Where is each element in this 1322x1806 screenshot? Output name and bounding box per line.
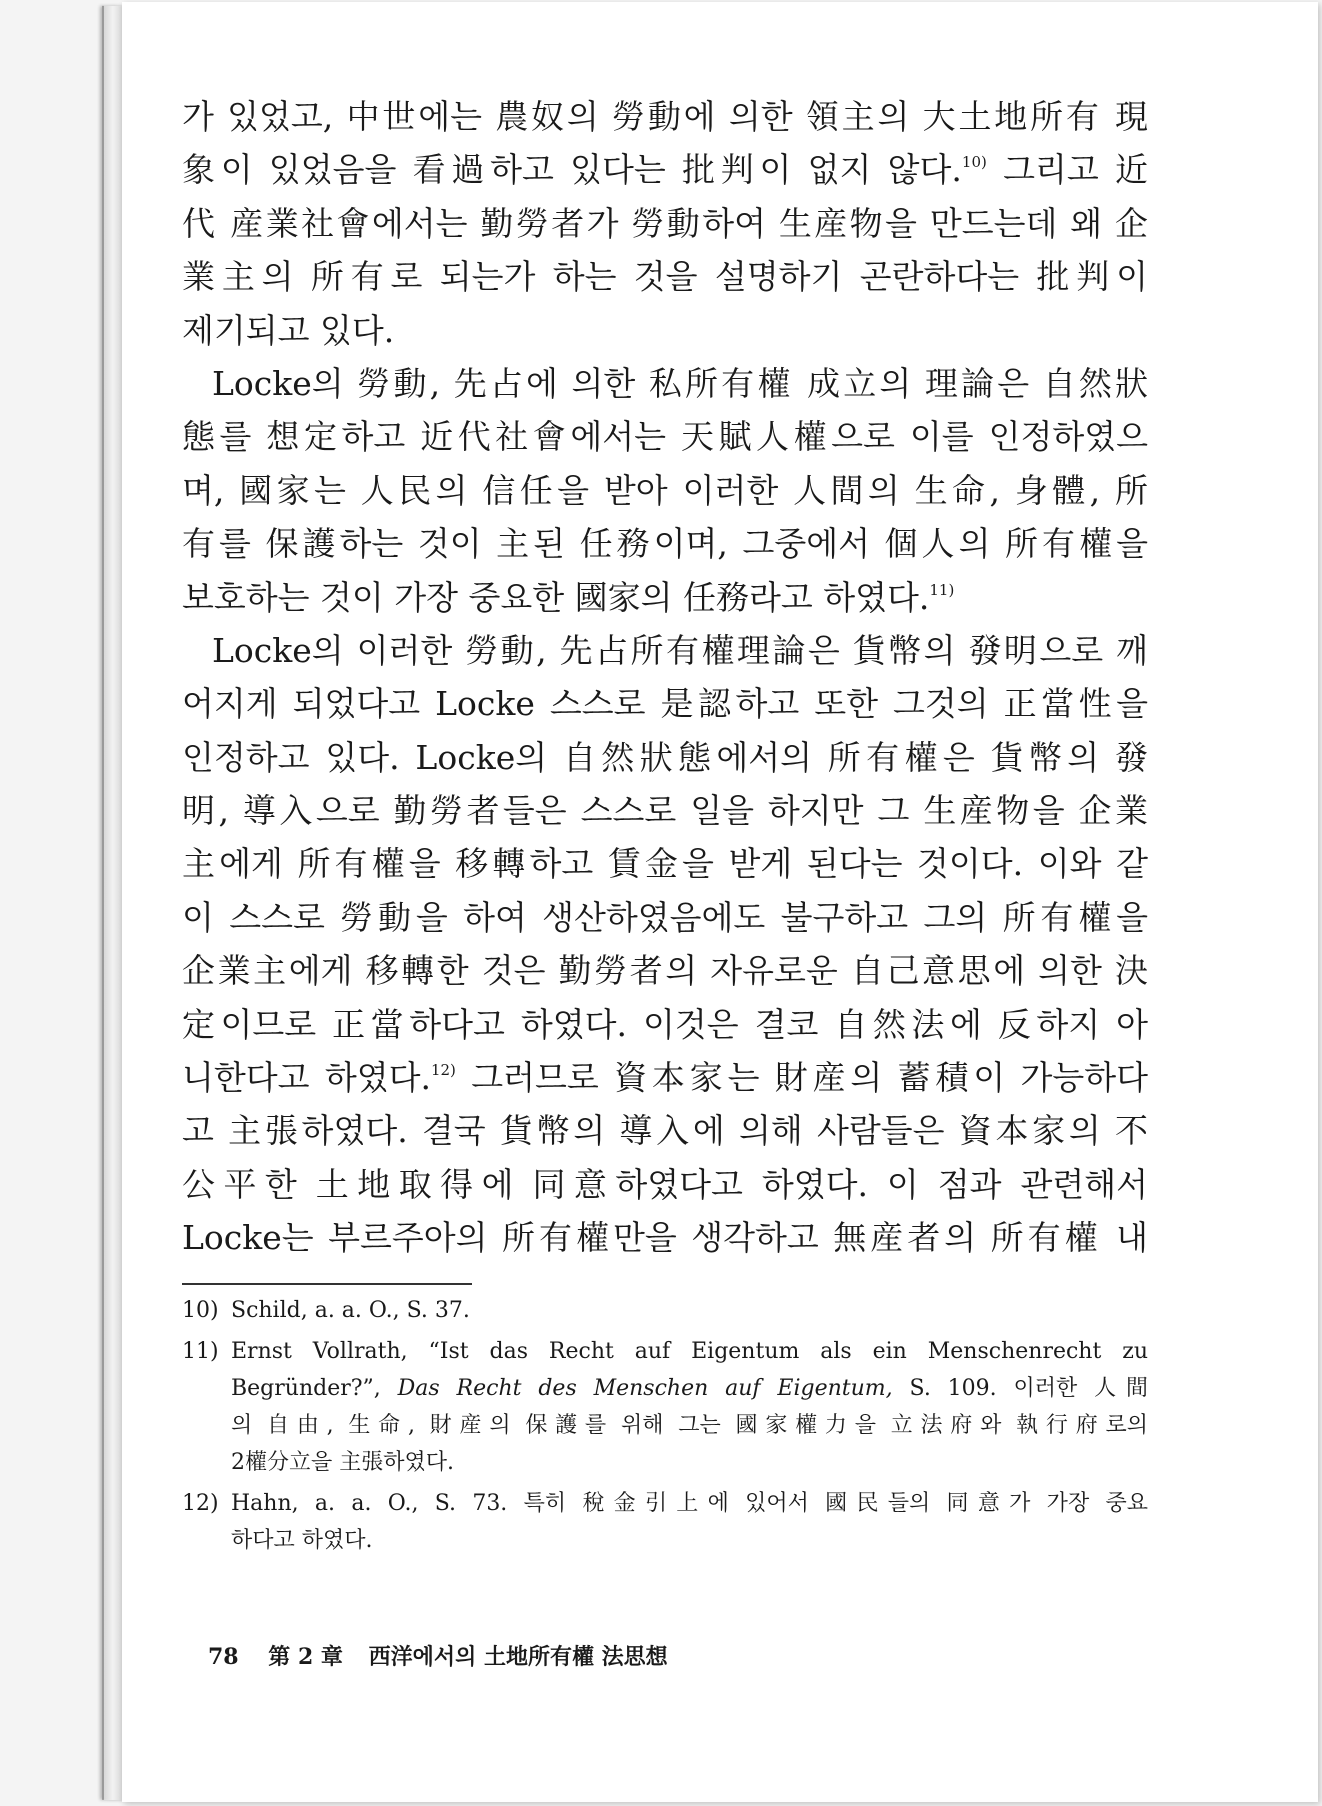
body-line: 어지게 되었다고 Locke 스스로 是認하고 또한 그것의 正當性을 [182, 684, 1148, 724]
body-line: 고 主張하였다. 결국 貨幣의 導入에 의해 사람들은 資本家의 不 [182, 1111, 1148, 1151]
page-footer [208, 1640, 668, 1671]
body-line: 象이 있었음을 看過하고 있다는 批判이 없지 않다.$^{10)}$ 그리고 近 [182, 150, 1148, 190]
body-line: 인정하고 있다. Locke의 自然狀態에서의 所有權은 貨幣의 發 [182, 737, 1148, 777]
cited-book-title: Das Recht des Menschen auf Eigentum, [397, 1376, 893, 1401]
body-line: 業主의 所有로 되는가 하는 것을 설명하기 곤란하다는 批判이 [182, 257, 1148, 297]
footnote-ref-10[interactable]: 10) [961, 153, 987, 172]
chapter-title: 西洋에서의 土地所有權 法思想 [368, 1644, 668, 1670]
body-line: 企業主에게 移轉한 것은 勤勞者의 자유로운 自己意思에 의한 決 [182, 951, 1148, 991]
footnote-line: Hahn, a. a. O., S. 73. 특히 稅金引上에 있어서 國民들의 同意가 가장 중요 [231, 1491, 1148, 1516]
footnote-line: Ernst Vollrath, “Ist das Recht auf Eigentum als ein Menschenrecht zu [231, 1339, 1148, 1364]
body-line: Locke의 이러한 勞動, 先占所有權理論은 貨幣의 發明으로 깨 [212, 630, 1148, 670]
body-line: 定이므로 正當하다고 하였다. 이것은 결코 自然法에 反하지 아 [182, 1004, 1148, 1044]
footnote-line: Schild, a. a. O., S. 37. [231, 1298, 470, 1323]
body-line: 제기되고 있다. [182, 310, 395, 350]
body-text [182, 90, 1148, 1265]
footnote-line: 의 自由, 生命, 財産의 保護를 위해 그는 國家權力을 立法府와 執行府로의 [231, 1413, 1148, 1438]
chapter-label: 第 2 章 [268, 1644, 343, 1670]
body-line: Locke의 勞動, 先占에 의한 私所有權 成立의 理論은 自然狀 [212, 363, 1148, 403]
footnote-line: Begründer?”, Das Recht des Menschen auf Eigentum, S. 109. 이러한 人間 [231, 1376, 1148, 1401]
footnote-11 [182, 1333, 1148, 1481]
page-number: 78 [208, 1644, 239, 1670]
footnote-divider [182, 1283, 472, 1285]
footnote-ref-12[interactable]: 12) [430, 1061, 456, 1080]
body-line: 主에게 所有權을 移轉하고 賃金을 받게 된다는 것이다. 이와 같 [182, 844, 1148, 884]
body-line: 有를 保護하는 것이 主된 任務이며, 그중에서 個人의 所有權을 [182, 524, 1148, 564]
body-line: 이 스스로 勞動을 하여 생산하였음에도 불구하고 그의 所有權을 [182, 897, 1148, 937]
footnote-ref-11[interactable]: 11) [929, 580, 955, 599]
footnote-10 [182, 1292, 1148, 1329]
body-line: 明, 導入으로 勤勞者들은 스스로 일을 하지만 그 生産物을 企業 [182, 791, 1148, 831]
body-line: 가 있었고, 中世에는 農奴의 勞動에 의한 領主의 大土地所有 現 [182, 97, 1148, 136]
body-line: 態를 想定하고 近代社會에서는 天賦人權으로 이를 인정하였으 [182, 417, 1148, 457]
body-line: Locke는 부르주아의 所有權만을 생각하고 無産者의 所有權 내 [182, 1218, 1148, 1258]
body-line: 代 産業社會에서는 勤勞者가 勞動하여 生産物을 만드는데 왜 企 [182, 203, 1148, 243]
footnote-number: 10) [182, 1298, 219, 1323]
body-line: 며, 國家는 人民의 信任을 받아 이러한 人間의 生命, 身體, 所 [182, 470, 1148, 510]
footnote-12 [182, 1485, 1148, 1559]
footnote-number: 11) [182, 1339, 219, 1364]
body-line: 公平한 土地取得에 同意하였다고 하였다. 이 점과 관련해서 [182, 1164, 1148, 1204]
footnote-number: 12) [182, 1491, 219, 1516]
footnote-line: 2權分立을 主張하였다. [231, 1450, 454, 1475]
footnotes [182, 1292, 1148, 1563]
body-line: 니한다고 하였다.$^{12)}$ 그러므로 資本家는 財産의 蓄積이 가능하다 [182, 1058, 1148, 1098]
body-line: 보호하는 것이 가장 중요한 國家의 任務라고 하였다.$^{11)}$ [182, 577, 955, 617]
footnote-line: 하다고 하였다. [231, 1528, 373, 1553]
